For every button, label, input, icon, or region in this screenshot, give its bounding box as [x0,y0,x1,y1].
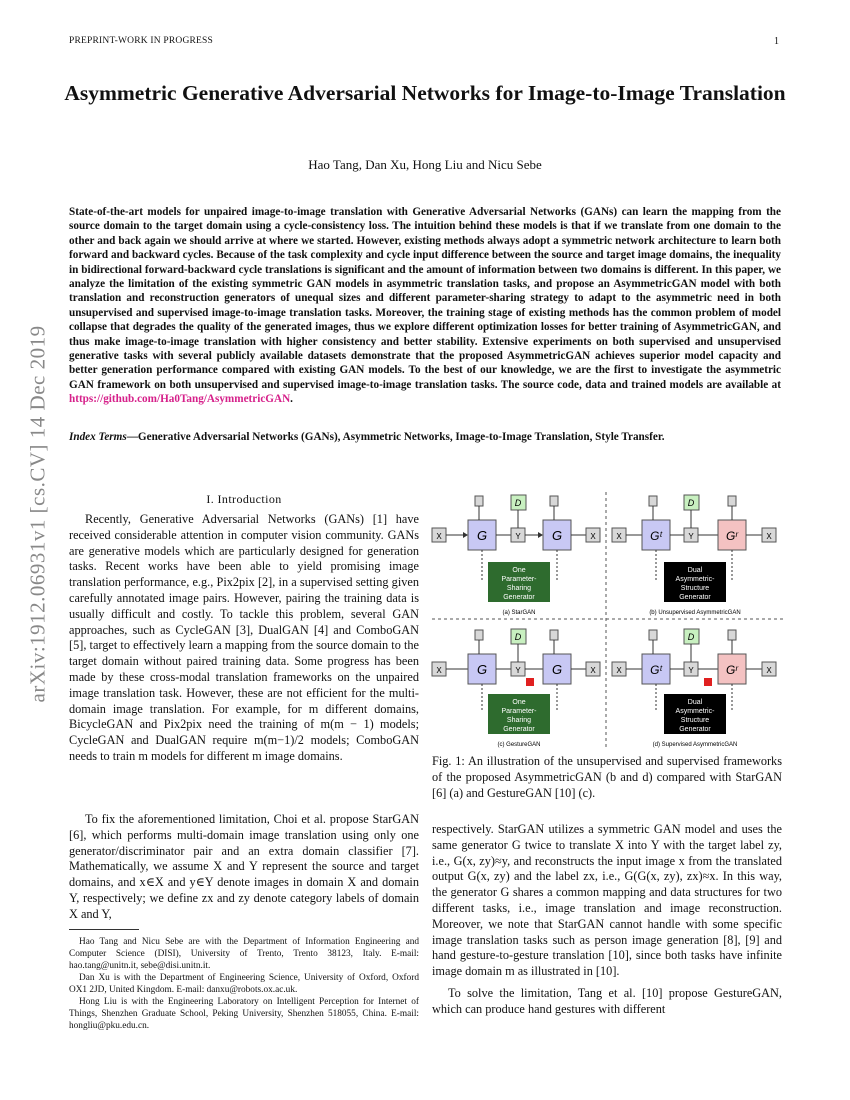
svg-text:X: X [616,532,622,541]
svg-text:Gʳ: Gʳ [726,529,738,543]
svg-text:Gᵗ: Gᵗ [650,663,662,677]
index-terms-text: —Generative Adversarial Networks (GANs), Asymmetric Networks, Image-to-Image Translation, Style Transfer. [126,431,665,443]
paper-title: Asymmetric Generative Adversarial Networks for Image-to-Image Translation [64,81,786,105]
right-column [432,822,782,1018]
intro-column-left-2 [69,812,419,923]
svg-text:D: D [687,632,695,642]
svg-text:Y: Y [688,666,694,675]
svg-text:Sharing: Sharing [506,585,532,592]
section-heading: I. Introduction [206,492,282,506]
svg-text:Dual: Dual [687,699,703,706]
svg-text:Y: Y [515,666,521,675]
running-header: PREPRINT-WORK IN PROGRESS [69,36,214,46]
svg-text:G: G [476,662,488,677]
svg-text:X: X [590,666,596,675]
panel-c [432,629,600,748]
svg-text:Y: Y [515,532,521,541]
svg-text:Parameter-: Parameter- [501,576,537,583]
svg-text:Asymmetric-: Asymmetric- [675,576,715,583]
footnote-1: Hao Tang and Nicu Sebe are with the Department of Information Engineering and Computer Science (DISI), University of Trento, Trento 38123, Italy. E-mail: hao.tang@unitn.it, sebe@disi.unitn.it. [69,937,419,971]
svg-text:Parameter-: Parameter- [501,708,537,715]
svg-text:Y: Y [688,532,694,541]
figure-1 [428,490,788,750]
svg-text:X: X [766,666,772,675]
svg-text:D: D [687,498,695,508]
svg-text:X: X [616,666,622,675]
svg-text:D: D [514,632,522,642]
panel-a [432,495,600,616]
footnote-2: Dan Xu is with the Department of Engineering Science, University of Oxford, Oxford OX1 2JD, United Kingdom. E-mail: danxu@robots.ox.ac.uk. [69,973,419,995]
svg-text:X: X [436,666,442,675]
svg-text:Structure: Structure [680,717,710,724]
loss-marker-d [704,678,712,686]
panel-label-c: (c) GestureGAN [497,742,541,748]
svg-text:X: X [590,532,596,541]
panel-label-a: (a) StarGAN [502,610,536,616]
code-link[interactable]: https://github.com/Ha0Tang/AsymmetricGAN [69,393,291,406]
svg-text:D: D [514,498,522,508]
svg-text:One: One [512,567,526,574]
panel-d [612,629,776,748]
svg-text:Generator: Generator [679,726,711,733]
svg-text:Dual: Dual [687,567,703,574]
svg-text:One: One [512,699,526,706]
index-terms-label: Index Terms [69,431,127,443]
svg-text:X: X [766,532,772,541]
abstract-text: State-of-the-art models for unpaired image-to-image translation with Generative Adversarial Networks (GANs) can learn the mapping from the source domain to the target domain using a cycle-consistency loss. The intuition behind these models is that if we translate from one domain to the other and back again we should arrive at where we started. However, existing methods always adopt a symmetric network architecture to learn both forward and backward cycles. Because of the task complexity and cycle input difference between the source and target image domains, the inequality in bidirectional forward-backward cycle translations is significant and the amount of information between two domains is different. In this paper, we analyze the limitation of the existing symmetric GAN models in asymmetric translation tasks, and propose an AsymmetricGAN model with both translation and reconstruction generators of unequal sizes and different parameter-sharing strategy to adapt to the asymmetric need in both unsupervised and supervised image-to-image translation tasks. Moreover, the training stage of existing methods has the common problem of model collapse that degrades the quality of the generated images, thus we explore different optimization losses for better training of AsymmetricGAN, and thus make image-to-image translation with higher consistency and better stability. Extensive experiments on both supervised and unsupervised generative tasks with several publicly available datasets demonstrate that the proposed AsymmetricGAN achieves superior model capacity and better generation performance compared with existing GAN models. To the best of our knowledge, we are the first to investigate the asymmetric GAN framework on both unsupervised and supervised image-to-image translation tasks. The source code, data and trained models are available at [69,206,781,391]
svg-text:Gᵗ: Gᵗ [650,529,662,543]
svg-text:Generator: Generator [503,594,535,601]
author-list: Hao Tang, Dan Xu, Hong Liu and Nicu Sebe [308,157,542,172]
panel-b [612,495,776,616]
svg-text:Generator: Generator [503,726,535,733]
loss-marker-c [526,678,534,686]
abstract: State-of-the-art models for unpaired image-to-image translation with Generative Adversarial Networks (GANs) can learn the mapping from the source domain to the target domain using a cycle-consistency loss. The intuition behind these models is that if we translate from one domain to the other and back again we should arrive at where we started. However, existing methods always adopt a symmetric network architecture to learn both forward and backward cycles. Because of the task complexity and cycle input difference between the source and target image domains, the inequality in bidirectional forward-backward cycle translations is significant and the amount of information between two domains is different. In this paper, we analyze the limitation of the existing symmetric GAN models in asymmetric translation tasks, and propose an AsymmetricGAN model with both translation and reconstruction generators of unequal sizes and different parameter-sharing strategy to adapt to the asymmetric need in both unsupervised and supervised image-to-image translation tasks. Moreover, the training stage of existing methods has the common problem of model collapse that degrades the quality of the generated images, thus we explore different optimization losses for better training of AsymmetricGAN, and thus make image-to-image translation with higher consistency and better stability. Extensive experiments on both supervised and unsupervised generative tasks with several publicly available datasets demonstrate that the proposed AsymmetricGAN achieves superior model capacity and better generation performance compared with existing GAN models. To the best of our knowledge, we are the first to investigate the asymmetric GAN framework on both unsupervised and supervised image-to-image translation tasks. The source code, data and trained models are available at https://github.com/Ha0Tang/AsymmetricGAN. [69,206,781,406]
svg-text:Sharing: Sharing [506,717,532,724]
intro-paragraph-1: Recently, Generative Adversarial Networks (GANs) [1] have received considerable attention in computer vision community. GANs are generative models which are particularly designed for generation tasks. Recent works have been able to yield promising image translation performance, e.g., Pix2pix [2], in a supervised setting given carefully annotated image pairs. However, pairing the training data is usually difficult and costly. To tackle this problem, several GAN approaches, such as CycleGAN [3], DualGAN [4] and ComboGAN [5], target to effectively learn a mapping from the source domain to the target domain without paired training data. Some progress has been made by these cross-modal translation frameworks on the unpaired image translation task. However, these are not efficient for the multi-domain image translation. For example, for m different domains, BicycleGAN and Pix2pix need the training of m(m − 1) models; CycleGAN and DualGAN require m(m−1)/2 models; ComboGAN needs to train m models for different m image domains. [69,512,419,763]
svg-text:G: G [476,528,488,543]
intro-paragraph-2: To fix the aforementioned limitation, Choi et al. propose StarGAN [6], which performs multi-domain image translation using only one generator/discriminator pair and an extra domain classifier [7]. Mathematically, we assume X and Y represent the source and target domains, and x∈X and y∈Y denote images in domain X and domain Y, respectively; we define zx and zy denote category labels of domain X and Y, [69,812,419,921]
label-z-1 [475,496,483,506]
footnotes [69,936,419,1032]
intro-column-left [69,512,419,765]
svg-text:X: X [436,532,442,541]
svg-text:Generator: Generator [679,594,711,601]
svg-text:Gʳ: Gʳ [726,663,738,677]
svg-text:G: G [551,528,563,543]
panel-label-b: (b) Unsupervised AsymmetricGAN [649,610,741,616]
svg-text:G: G [551,662,563,677]
index-terms [69,430,781,444]
footnote-rule [69,929,139,930]
panel-label-d: (d) Supervised AsymmetricGAN [652,742,738,748]
footnote-3: Hong Liu is with the Engineering Laboratory on Intelligent Perception for Internet of Things, Shenzhen Graduate School, Peking University, Shenzhen 518055, China. E-mail: hongliu@pku.edu.cn. [69,997,419,1031]
label-z-2 [550,496,558,506]
arxiv-side-stamp: arXiv:1912.06931v1 [cs.CV] 14 Dec 2019 [25,325,50,703]
figure-caption: Fig. 1: An illustration of the unsupervised and supervised frameworks of the proposed AsymmetricGAN (b and d) compared with StarGAN [6] (a) and GestureGAN [10] (c). [432,754,782,800]
svg-text:Structure: Structure [680,585,710,592]
right-paragraph-2: To solve the limitation, Tang et al. [10] propose GestureGAN, which can produce hand gestures with different [432,985,782,1016]
svg-text:Asymmetric-: Asymmetric- [675,708,715,715]
page-number: 1 [774,36,779,47]
right-paragraph-1: respectively. StarGAN utilizes a symmetric GAN model and uses the same generator G twice to translate X into Y with the target label zy, i.e., G(x, zy)≈y, and reconstructs the input image x from the translated output G(x, zy) and the label zx, i.e., G(G(x, zy), zx)≈x. In this way, the generator G shares a common mapping and data structures for two different tasks, i.e., image translation and image reconstruction. Moreover, we note that StarGAN cannot handle with some specific image translation tasks such as person image generation [8], [9] and hand gesture-to-gesture translation [10], since both tasks have infinite image domain m as illustrated in [10]. [432,822,782,979]
